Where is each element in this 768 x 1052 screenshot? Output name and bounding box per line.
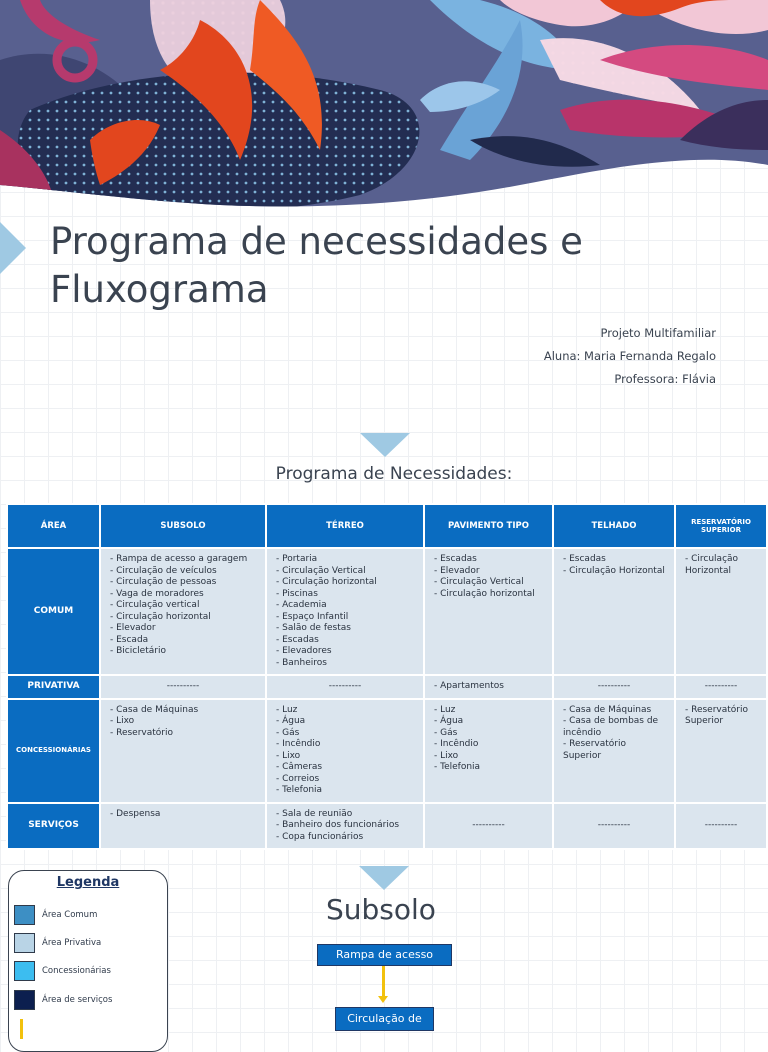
table-cell: - Luz - Água - Gás - Incêndio - Lixo - Câmeras - Correios - Telefonia [266, 699, 424, 803]
legend-item [14, 933, 101, 953]
row-label-privativa: PRIVATIVA [7, 675, 100, 699]
page-title: Programa de necessidades e Fluxograma [50, 220, 583, 311]
legend-swatch [14, 905, 35, 925]
legend-swatch [14, 961, 35, 981]
table-cell: - Reservatório Superior [675, 699, 767, 803]
legend-label: Concessionárias [42, 966, 111, 976]
row-label-comum: COMUM [7, 548, 100, 675]
teacher-name: Professora: Flávia [614, 372, 716, 386]
table-cell: - Apartamentos [424, 675, 553, 699]
table-cell: - Portaria - Circulação Vertical - Circulação horizontal - Piscinas - Academia - Espaço Infantil - Salão de festas - Escadas - Elevadores - Banheiros [266, 548, 424, 675]
flow-connector-line [382, 966, 385, 997]
flow-box-rampa: Rampa de acesso [317, 944, 452, 966]
table-cell: ---------- [424, 803, 553, 850]
table-cell: - Escadas - Circulação Horizontal [553, 548, 675, 675]
table-cell: ---------- [100, 675, 266, 699]
header-terreo: TÉRREO [266, 504, 424, 548]
table-cell: ---------- [553, 675, 675, 699]
header-area: ÁREA [7, 504, 100, 548]
down-triangle-marker [360, 433, 410, 457]
table-cell: ---------- [675, 675, 767, 699]
table-cell: - Escadas - Elevador - Circulação Vertical - Circulação horizontal [424, 548, 553, 675]
student-name: Aluna: Maria Fernanda Regalo [543, 349, 716, 363]
table-cell: - Casa de Máquinas - Lixo - Reservatório [100, 699, 266, 803]
legend-label: Área de serviços [42, 995, 113, 1005]
legend-label: Área Comum [42, 910, 98, 920]
table-cell: - Luz - Água - Gás - Incêndio - Lixo - Telefonia [424, 699, 553, 803]
legend-swatch [14, 990, 35, 1010]
table-cell: - Sala de reunião - Banheiro dos funcionários - Copa funcionários [266, 803, 424, 850]
legend-item [14, 990, 112, 1010]
decorative-banner [0, 0, 768, 215]
table-row [7, 675, 767, 699]
table-cell: - Circulação Horizontal [675, 548, 767, 675]
legend-title: Legenda [56, 875, 120, 890]
legend-item [14, 905, 97, 925]
table-cell: ---------- [675, 803, 767, 850]
project-name: Projeto Multifamiliar [600, 326, 716, 340]
flow-box-circulacao: Circulação de [335, 1007, 434, 1031]
table-row [7, 699, 767, 803]
left-triangle-marker [0, 222, 26, 274]
row-label-servicos: SERVIÇOS [7, 803, 100, 850]
legend-item [14, 961, 111, 981]
row-label-concessionarias: CONCESSIONÁRIAS [7, 699, 100, 803]
header-telhado: TELHADO [553, 504, 675, 548]
table-cell: ---------- [553, 803, 675, 850]
table-cell: - Despensa [100, 803, 266, 850]
flow-section-title: Subsolo [326, 893, 436, 926]
header-subsolo: SUBSOLO [100, 504, 266, 548]
table-cell: - Casa de Máquinas - Casa de bombas de incêndio - Reservatório Superior [553, 699, 675, 803]
legend-swatch [14, 933, 35, 953]
table-cell: ---------- [266, 675, 424, 699]
table-header-row [7, 504, 767, 548]
table-cell: - Rampa de acesso a garagem - Circulação de veículos - Circulação de pessoas - Vaga de moradores - Circulação vertical - Circulação horizontal - Elevador - Escada - Bicicletário [100, 548, 266, 675]
header-pavimento-tipo: PAVIMENTO TIPO [424, 504, 553, 548]
table-row [7, 548, 767, 675]
table-row [7, 803, 767, 850]
program-section-title: Programa de Necessidades: [275, 464, 513, 484]
needs-program-table [6, 503, 768, 850]
legend-flow-line-sample [20, 1019, 23, 1039]
legend-label: Área Privativa [42, 938, 102, 948]
down-triangle-marker [359, 866, 409, 890]
legend-box [8, 870, 168, 1052]
header-reservatorio: RESERVATÓRIO SUPERIOR [675, 504, 767, 548]
flow-connector-arrowhead [378, 996, 388, 1003]
